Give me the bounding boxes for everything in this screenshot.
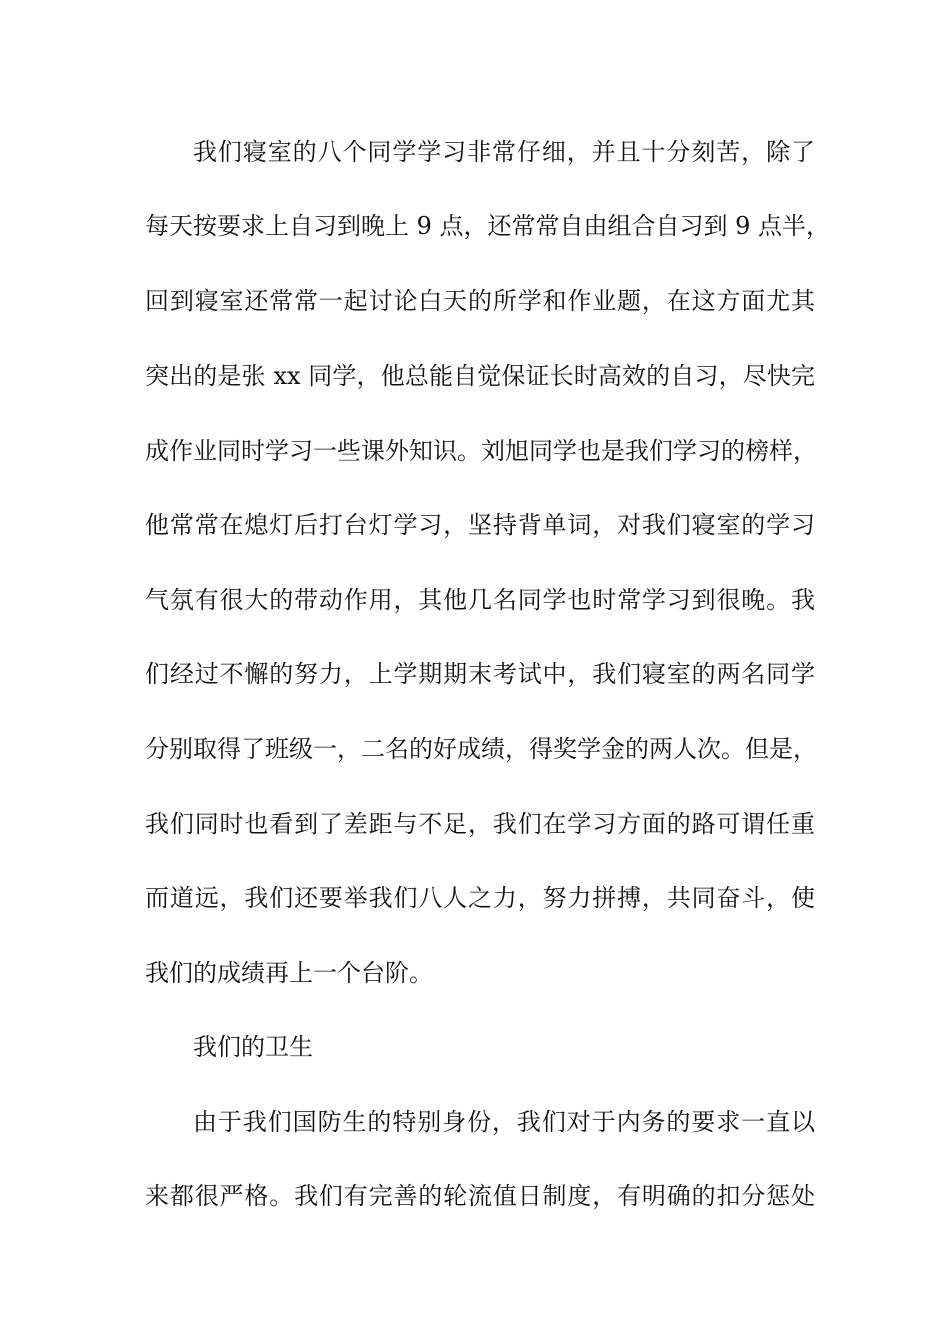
paragraph-line: 我们寝室的八个同学学习非常仔细，并且十分刻苦，除了 xyxy=(193,138,815,166)
paragraph-line: 气氛有很大的带动作用，其他几名同学也时常学习到很晚。我 xyxy=(145,586,815,614)
paragraph-line: 由于我们国防生的特别身份，我们对于内务的要求一直以 xyxy=(193,1108,815,1136)
paragraph-line: 他常常在熄灯后打台灯学习，坚持背单词，对我们寝室的学习 xyxy=(145,511,815,539)
paragraph-line: 我们同时也看到了差距与不足，我们在学习方面的路可谓任重 xyxy=(145,810,815,838)
paragraph-line: 们经过不懈的努力，上学期期末考试中，我们寝室的两名同学 xyxy=(145,660,815,688)
paragraph-line: 分别取得了班级一，二名的好成绩，得奖学金的两人次。但是， xyxy=(145,735,817,763)
paragraph-line: 突出的是张 xx 同学，他总能自觉保证长时高效的自习，尽快完 xyxy=(145,362,815,390)
paragraph-line: 回到寝室还常常一起讨论白天的所学和作业题，在这方面尤其 xyxy=(145,287,815,315)
paragraph-line: 而道远，我们还要举我们八人之力，努力拼搏，共同奋斗，使 xyxy=(145,884,815,912)
paragraph-line: 成作业同时学习一些课外知识。刘旭同学也是我们学习的榜样， xyxy=(145,437,817,465)
paragraph-line: 每天按要求上自习到晚上 9 点，还常常自由组合自习到 9 点半， xyxy=(145,212,831,240)
paragraph-line-last: 我们的成绩再上一个台阶。 xyxy=(145,959,433,987)
paragraph-line: 来都很严格。我们有完善的轮流值日制度，有明确的扣分惩处 xyxy=(145,1182,815,1210)
section-heading: 我们的卫生 xyxy=(193,1033,313,1061)
